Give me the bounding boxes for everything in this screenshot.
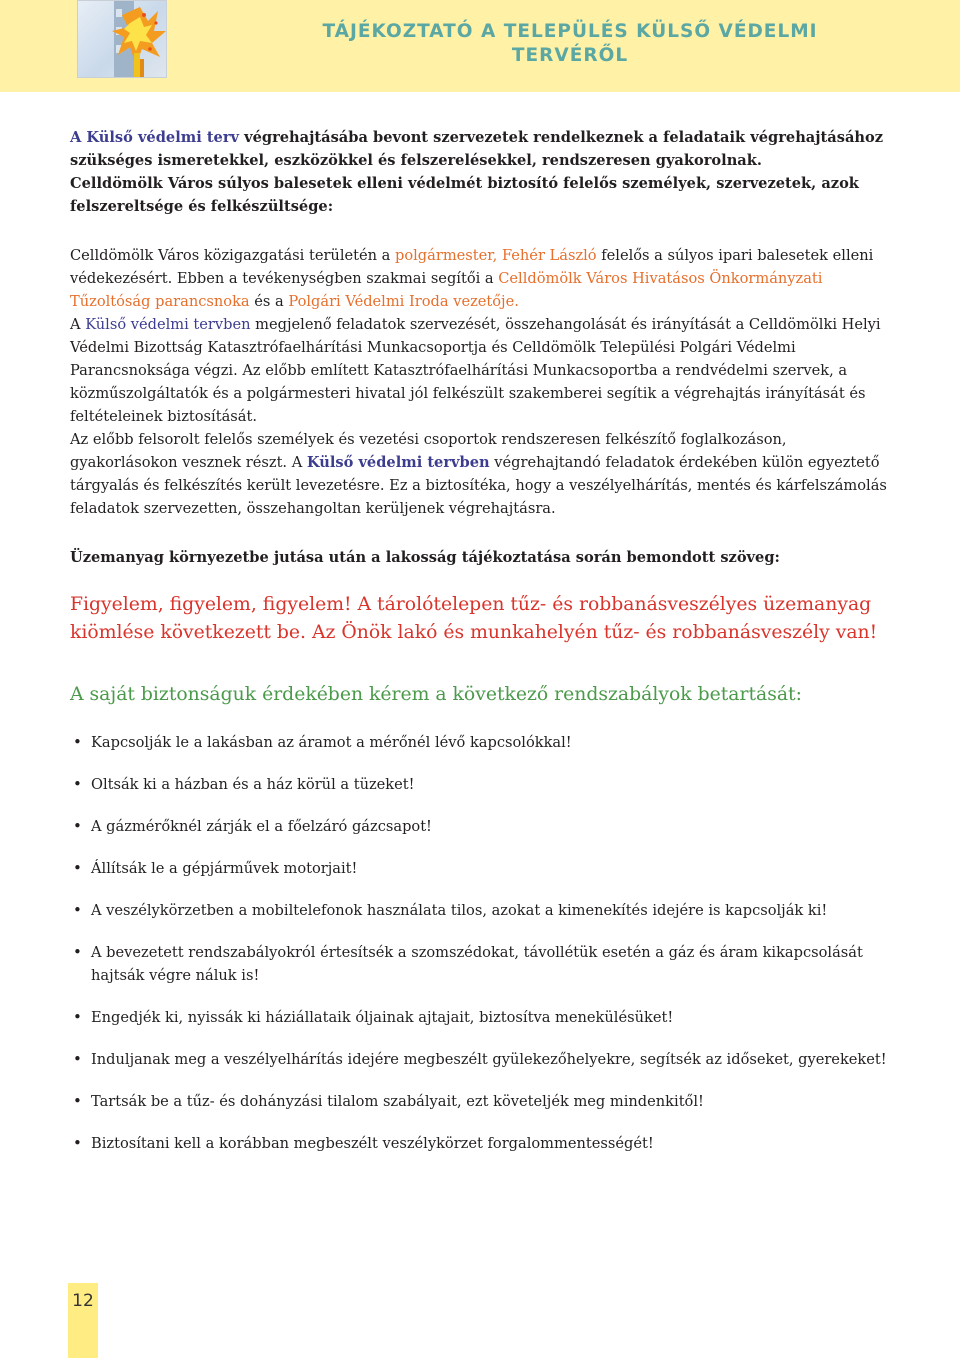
list-item	[70, 1048, 892, 1071]
intro-text: végrehajtásába bevont szervezetek rendelkeznek a feladataik végrehajtásához szükséges ismeretekkel, eszközökkel és felszerelésekkel, rendszeresen gyakorolnak.	[70, 129, 884, 169]
rule-text: Tartsák be a tűz- és dohányzási tilalom szabályait, ezt követeljék meg mindenkitől!	[91, 1093, 704, 1110]
responsibility-text-3: és a	[249, 293, 289, 310]
mayor-name: polgármester, Fehér László	[395, 247, 597, 264]
training-plan-term: Külső védelmi tervben	[306, 454, 490, 471]
page-number: 12	[72, 1291, 94, 1311]
responsibility-text-1: Celldömölk Város közigazgatási területén a	[70, 247, 396, 264]
civil-defence-office-head: Polgári Védelmi Iroda vezetője.	[288, 293, 519, 310]
list-item	[70, 773, 892, 796]
responsibility-text-2: felelős a súlyos ipari balesetek elleni védekezésért. Ebben a tevékenységben szakmai segítői a	[70, 247, 874, 287]
rule-text: Kapcsolják le a lakásban az áramot a mérőnél lévő kapcsolókkal!	[91, 734, 572, 751]
list-item	[70, 899, 892, 922]
bullet-icon: •	[73, 901, 82, 919]
bullet-icon: •	[73, 943, 82, 961]
page-title-line-1: TÁJÉKOZTATÓ A TELEPÜLÉS KÜLSŐ VÉDELMI	[322, 21, 818, 42]
logo-image	[77, 0, 167, 78]
bullet-icon: •	[73, 1134, 82, 1152]
training-paragraph	[70, 428, 892, 520]
rule-text: Állítsák le a gépjárművek motorjait!	[91, 860, 358, 877]
bullet-icon: •	[73, 859, 82, 877]
training-text-2: végrehajtandó feladatok érdekében külön egyeztető tárgyalás és felkészítés került levezetésre. Ez a biztosítéka, hogy a veszélyelhárítás, mentés és kárfelszámolás feladatok szervezetten, összehangoltan kerüljenek végrehajtásra.	[70, 454, 887, 517]
document-body	[70, 126, 892, 1174]
bullet-icon: •	[73, 1008, 82, 1026]
list-item	[70, 731, 892, 754]
bullet-icon: •	[73, 817, 82, 835]
bullet-icon: •	[73, 733, 82, 751]
rule-text: Engedjék ki, nyissák ki háziállataik óljainak ajtajait, biztosítva menekülésüket!	[91, 1009, 674, 1026]
list-item	[70, 815, 892, 838]
rules-list	[70, 731, 892, 1155]
rule-text: Induljanak meg a veszélyelhárítás idejére megbeszélt gyülekezőhelyekre, segítsék az időseket, gyerekeket!	[91, 1051, 887, 1068]
rule-text: A veszélykörzetben a mobiltelefonok használata tilos, azokat a kimenekítés idejére is kapcsolják ki!	[91, 902, 828, 919]
responsible-persons-heading: Celldömölk Város súlyos balesetek elleni védelmét biztosító felelős személyek, szervezetek, azok felszereltsége és felkészültsége:	[70, 175, 859, 215]
announcement-heading: Üzemanyag környezetbe jutása után a lakosság tájékoztatása során bemondott szöveg:	[70, 549, 780, 566]
page-title-line-2: TERVÉRŐL	[511, 45, 629, 66]
bullet-icon: •	[73, 1050, 82, 1068]
list-item	[70, 1090, 892, 1113]
burning-building-icon	[78, 1, 166, 77]
training-text-1: Az előbb felsorolt felelős személyek és vezetési csoportok rendszeresen felkészítő foglalkozáson, gyakorlásokon vesznek részt. A	[70, 431, 787, 471]
bullet-icon: •	[73, 1092, 82, 1110]
rules-heading: A saját biztonságuk érdekében kérem a következő rendszabályok betartását:	[70, 684, 802, 705]
responsibility-paragraph	[70, 244, 892, 313]
intro-paragraph	[70, 126, 892, 172]
rule-text: Biztosítani kell a korábban megbeszélt veszélykörzet forgalommentességét!	[91, 1135, 654, 1152]
list-item	[70, 857, 892, 880]
page-number-tab	[68, 1283, 98, 1358]
bullet-icon: •	[73, 775, 82, 793]
coordination-text-1: A	[70, 316, 86, 333]
coordination-text-2: megjelenő feladatok szervezését, összehangolását és irányítását a Celldömölki Helyi Védelmi Bizottság Katasztrófaelhárítási Munkacsoportja és Celldömölk Települési Polgári Védelmi Parancsnoksága végzi. Az előbb említett Katasztrófaelhárítási Munkacsoportba a rendvédelmi szervek, a közműszolgáltatók és a polgármesteri hivatal jól felkészült szakemberei segítik a végrehajtás irányítását és feltételeinek biztosítását.	[70, 316, 881, 425]
coordination-paragraph	[70, 313, 892, 428]
intro-plan-term: A Külső védelmi terv	[70, 129, 240, 146]
page-title	[290, 20, 850, 68]
list-item	[70, 1132, 892, 1155]
list-item	[70, 941, 892, 987]
coordination-plan-term: Külső védelmi tervben	[85, 316, 251, 333]
alert-announcement: Figyelem, figyelem, figyelem! A tárolótelepen tűz- és robbanásveszélyes üzemanyag kiömlése következett be. Az Önök lakó és munkahelyén tűz- és robbanásveszély van!	[70, 594, 878, 643]
fire-brigade-commander: Celldömölk Város Hivatásos Önkormányzati Tűzoltóság parancsnoka	[70, 270, 823, 310]
rule-text: Oltsák ki a házban és a ház körül a tüzeket!	[91, 776, 415, 793]
rule-text: A gázmérőknél zárják el a főelzáró gázcsapot!	[91, 818, 432, 835]
list-item	[70, 1006, 892, 1029]
rule-text: A bevezetett rendszabályokról értesítsék a szomszédokat, távollétük esetén a gáz és áram kikapcsolását hajtsák végre náluk is!	[91, 944, 863, 984]
